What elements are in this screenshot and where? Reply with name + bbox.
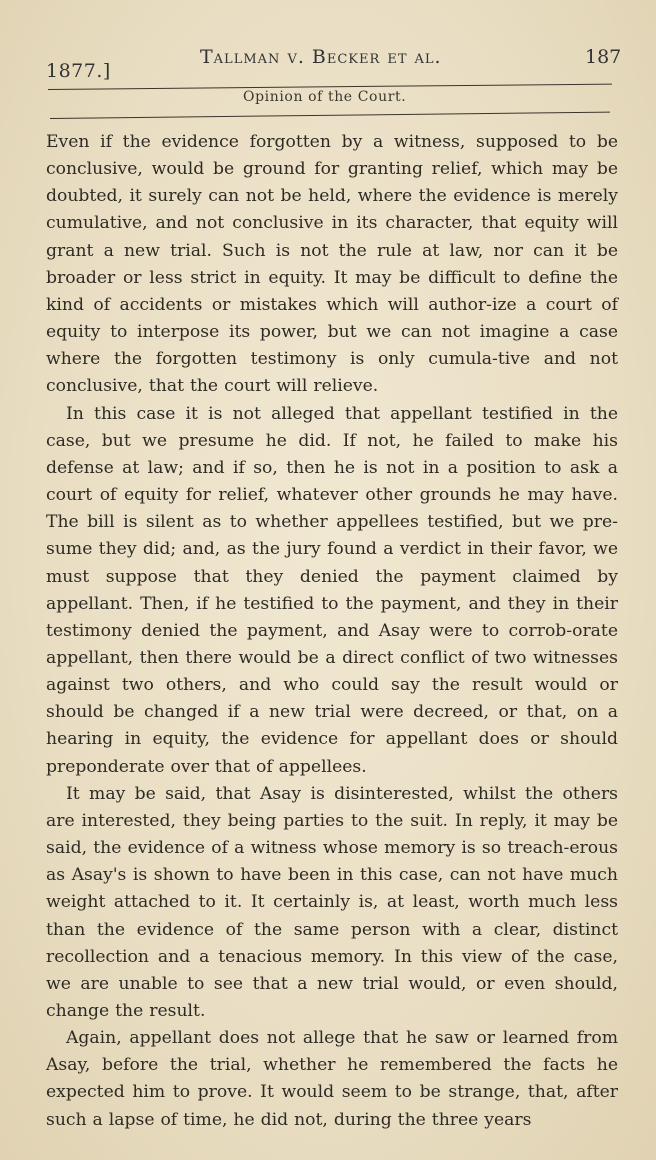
paragraph: Even if the evidence forgotten by a witness, supposed to be conclusive, would be ground for granting relief, which may be doubted, it surely can not be held, where the evidence is merely cumulative, and not conclusive in its character, that equity will grant a new trial. Such is not the rule at law, nor can it be broader or less strict in equity. It may be difficult to define the kind of accidents or mistakes which will author-ize a court of equity to interpose its power, but we can not imagine a case where the forgotten testimony is only cumula-tive and not conclusive, that the court will relieve. bbox=[46, 132, 618, 397]
section-label: Opinion of the Court. bbox=[243, 89, 407, 105]
paragraph: In this case it is not alleged that appellant testified in the case, but we presume he did. If not, he failed to make his defense at law; and if so, then he is not in a position to ask a court of equity for relief, whatever other grounds he may have. The bill is silent as to whether appellees testified, but we pre-sume they did; and, as the jury found a verdict in their favor, we must suppose that they denied the payment claimed by appellant. Then, if he testified to the payment, and they in their testimony denied the payment, and Asay were to corrob-orate appellant, then there would be a direct conflict of two witnesses against two others, and who could say the result would or should be changed if a new trial were decreed, or that, on a hearing in equity, the evidence for appellant does or should preponderate over that of appellees. bbox=[46, 403, 618, 777]
paragraph: It may be said, that Asay is disinterested, whilst the others are interested, they being parties to the suit. In reply, it may be said, the evidence of a witness whose memory is so treach-erous as Asay's is shown to have been in this case, can not have much weight attached to it. It certainly is, at least, worth much less than the evidence of the same person with a clear, distinct recollection and a tenacious memory. In this view of the case, we are unable to see that a new trial would, or even should, change the result. bbox=[46, 783, 618, 1021]
page-number: 187 bbox=[585, 46, 622, 68]
header-rule-bottom bbox=[50, 112, 610, 119]
opinion-body bbox=[46, 129, 618, 1134]
paragraph: Again, appellant does not allege that he saw or learned from Asay, before the trial, whether he remembered the facts he expected him to prove. It would seem to be strange, that, after such a lapse of time, he did not, during the three years bbox=[46, 1028, 618, 1130]
running-title: Tallman v. Becker et al. bbox=[200, 46, 442, 68]
page-year: 1877.] bbox=[46, 60, 111, 82]
